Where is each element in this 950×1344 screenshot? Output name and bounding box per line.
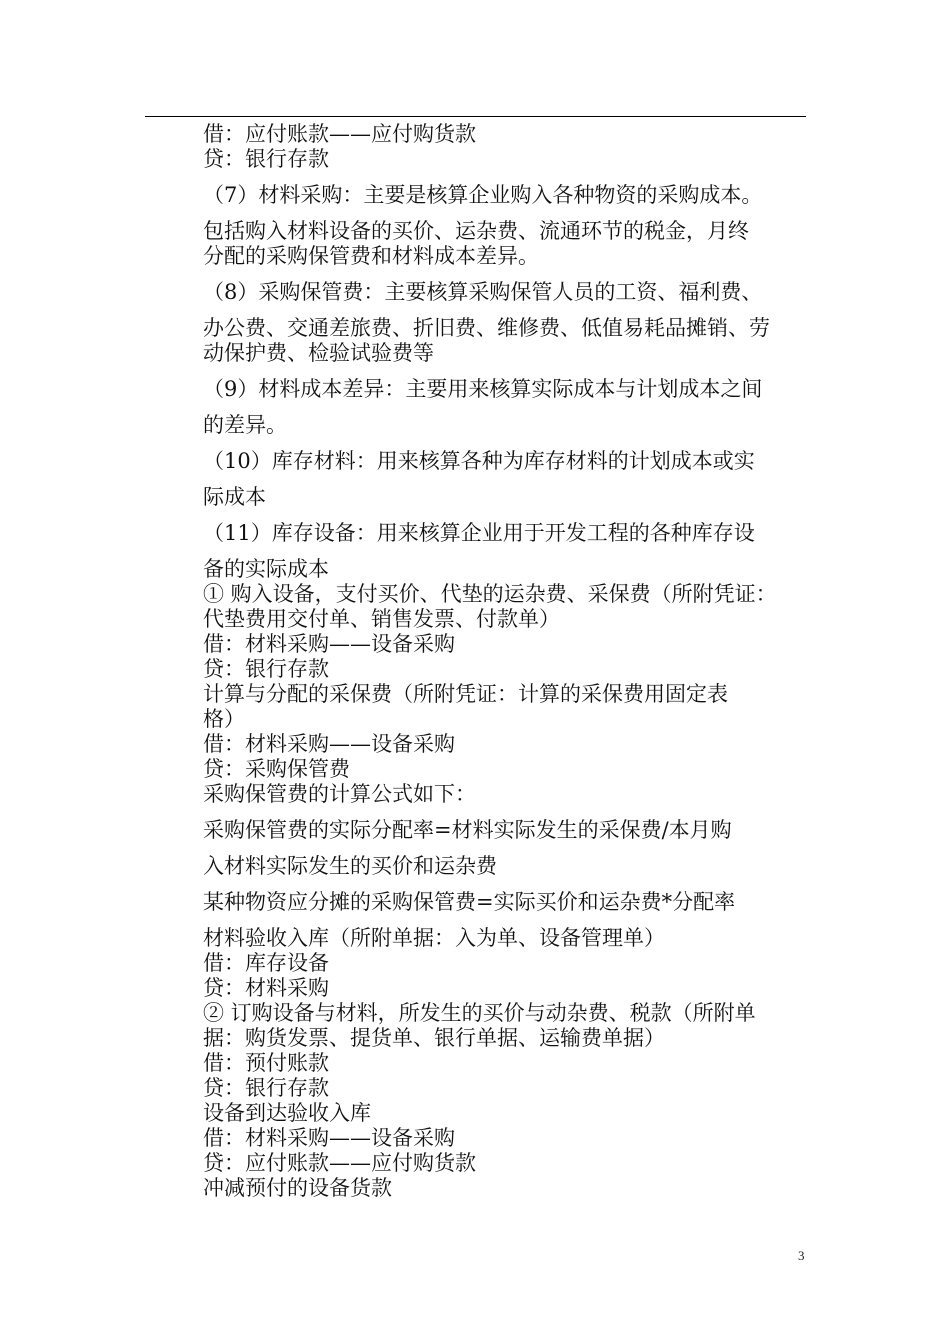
- text-line: （11）库存设备：用来核算企业用于开发工程的各种库存设: [203, 521, 755, 545]
- text-line: 分配的采购保管费和材料成本差异。: [203, 244, 539, 268]
- text-line: 借：库存设备: [203, 951, 329, 975]
- text-line: 材料验收入库（所附单据：入为单、设备管理单）: [203, 926, 665, 950]
- text-line: 采购保管费的实际分配率=材料实际发生的采保费/本月购: [203, 818, 732, 842]
- text-line: 贷：材料采购: [203, 976, 329, 1000]
- text-line: 借：应付账款——应付购货款: [203, 122, 476, 146]
- text-line: 贷：银行存款: [203, 657, 329, 681]
- text-line: 采购保管费的计算公式如下：: [203, 782, 476, 806]
- text-line: 冲减预付的设备货款: [203, 1176, 392, 1200]
- text-line: 格）: [203, 707, 245, 731]
- text-line: ① 购入设备，支付买价、代垫的运杂费、采保费（所附凭证：: [203, 582, 777, 606]
- body-text: [203, 122, 809, 1201]
- text-line: （10）库存材料：用来核算各种为库存材料的计划成本或实: [203, 449, 755, 473]
- text-line: 贷：银行存款: [203, 147, 329, 171]
- text-line: 入材料实际发生的买价和运杂费: [203, 854, 497, 878]
- text-line: 某种物资应分摊的采购保管费=实际买价和运杂费*分配率: [203, 890, 736, 914]
- text-line: 的差异。: [203, 413, 287, 437]
- text-line: 计算与分配的采保费（所附凭证：计算的采保费用固定表: [203, 682, 728, 706]
- text-line: 动保护费、检验试验费等: [203, 341, 434, 365]
- text-line: 借：材料采购——设备采购: [203, 632, 455, 656]
- text-line: 备的实际成本: [203, 557, 329, 581]
- text-line: 办公费、交通差旅费、折旧费、维修费、低值易耗品摊销、劳: [203, 316, 770, 340]
- text-line: 贷：银行存款: [203, 1076, 329, 1100]
- text-line: ② 订购设备与材料，所发生的买价与动杂费、税款（所附单: [203, 1001, 756, 1025]
- text-line: 借：材料采购——设备采购: [203, 732, 455, 756]
- header-rule: [145, 116, 806, 117]
- text-line: 贷：应付账款——应付购货款: [203, 1151, 476, 1175]
- page-number: 3: [798, 1248, 805, 1263]
- text-line: 借：材料采购——设备采购: [203, 1126, 455, 1150]
- text-line: 际成本: [203, 485, 266, 509]
- text-line: 包括购入材料设备的买价、运杂费、流通环节的税金，月终: [203, 219, 749, 243]
- text-line: 设备到达验收入库: [203, 1101, 371, 1125]
- text-line: 贷：采购保管费: [203, 757, 350, 781]
- text-line: （8）采购保管费：主要核算采购保管人员的工资、福利费、: [203, 280, 763, 304]
- text-line: （9）材料成本差异：主要用来核算实际成本与计划成本之间: [203, 377, 763, 401]
- text-line: 借：预付账款: [203, 1051, 329, 1075]
- text-line: 代垫费用交付单、销售发票、付款单）: [203, 607, 560, 631]
- text-line: 据：购货发票、提货单、银行单据、运输费单据）: [203, 1026, 665, 1050]
- text-line: （7）材料采购：主要是核算企业购入各种物资的采购成本。: [203, 183, 763, 207]
